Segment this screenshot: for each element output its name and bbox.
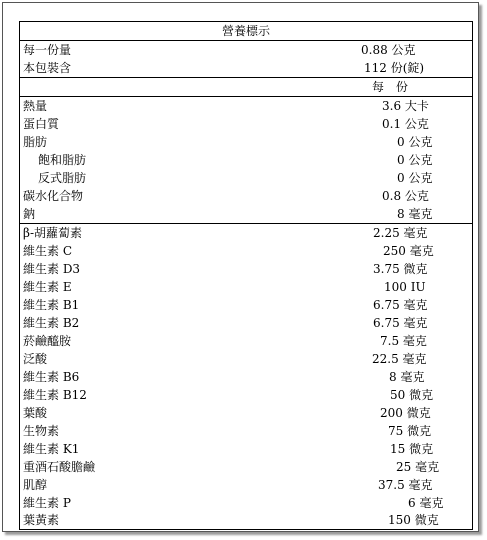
row-name: 維生素 K1 [23, 442, 80, 456]
other-row [20, 512, 472, 529]
nutrient-row [20, 115, 472, 133]
other-row [20, 242, 472, 260]
row-name: 泛酸 [23, 352, 48, 366]
row-name: β-胡蘿蔔素 [23, 226, 82, 240]
row-value: 75 微克 [388, 424, 432, 438]
row-value: 3.6 大卡 [382, 99, 429, 113]
row-value: 200 微克 [380, 406, 431, 420]
nutrition-facts-table [19, 21, 473, 530]
row-value: 100 IU [384, 280, 426, 294]
row-name: 碳水化合物 [23, 189, 84, 203]
row-value: 22.5 毫克 [372, 352, 427, 366]
row-name: 肌醇 [23, 478, 48, 492]
row-name: 維生素 B12 [23, 388, 87, 402]
row-name: 維生素 E [23, 280, 72, 294]
row-value: 6.75 毫克 [373, 316, 428, 330]
nutrient-row [20, 205, 472, 224]
row-value: 15 微克 [390, 442, 434, 456]
other-row [20, 404, 472, 422]
image-frame [2, 2, 479, 532]
other-row [20, 368, 472, 386]
row-value: 112 份(錠) [364, 61, 425, 75]
row-name: 維生素 C [23, 244, 72, 258]
row-value: 0.8 公克 [382, 189, 429, 203]
row-value: 25 毫克 [396, 460, 440, 474]
nutrient-row [20, 97, 472, 115]
row-name: 維生素 B6 [23, 370, 80, 384]
serving-row [20, 59, 472, 78]
row-name: 菸鹼醯胺 [23, 334, 72, 348]
row-value: 50 微克 [390, 388, 434, 402]
row-name: 鈉 [23, 207, 36, 221]
row-name: 飽和脂肪 [38, 153, 87, 167]
row-value: 150 微克 [388, 513, 439, 527]
row-value: 37.5 毫克 [378, 478, 433, 492]
other-row [20, 332, 472, 350]
other-row [20, 440, 472, 458]
nutrient-row [20, 187, 472, 205]
other-row [20, 476, 472, 494]
row-value: 250 毫克 [383, 244, 434, 258]
row-value: 2.25 毫克 [373, 226, 428, 240]
row-value: 0.1 公克 [382, 117, 429, 131]
row-name: 維生素 P [23, 496, 71, 510]
row-name: 生物素 [23, 424, 60, 438]
per-serving-header: 每 份 [372, 80, 412, 94]
other-row [20, 314, 472, 332]
other-row [20, 458, 472, 476]
table-title: 營養標示 [20, 22, 472, 41]
row-value: 3.75 微克 [373, 262, 428, 276]
serving-row [20, 41, 472, 59]
row-name: 重酒石酸膽鹼 [23, 460, 96, 474]
other-row [20, 278, 472, 296]
row-name: 每一份量 [23, 43, 72, 57]
row-value: 0 公克 [397, 171, 433, 185]
other-row [20, 422, 472, 440]
nutrient-row [20, 169, 472, 187]
row-value: 6 毫克 [408, 496, 444, 510]
row-value: 7.5 毫克 [380, 334, 427, 348]
other-row [20, 386, 472, 404]
row-value: 6.75 毫克 [373, 298, 428, 312]
row-name: 葉酸 [23, 406, 48, 420]
row-value: 8 毫克 [389, 370, 425, 384]
row-name: 反式脂肪 [38, 171, 87, 185]
row-name: 維生素 B2 [23, 316, 80, 330]
row-name: 本包裝含 [23, 61, 72, 75]
row-value: 0.88 公克 [361, 43, 416, 57]
row-name: 熱量 [23, 99, 48, 113]
row-value: 0 公克 [397, 135, 433, 149]
row-name: 脂肪 [23, 135, 48, 149]
other-row [20, 350, 472, 368]
other-row [20, 260, 472, 278]
other-row [20, 494, 472, 512]
other-row [20, 224, 472, 242]
row-value: 8 毫克 [397, 207, 433, 221]
row-name: 葉黃素 [23, 513, 60, 527]
nutrient-row [20, 151, 472, 169]
row-value: 0 公克 [397, 153, 433, 167]
row-name: 維生素 B1 [23, 298, 80, 312]
other-row [20, 296, 472, 314]
row-name: 維生素 D3 [23, 262, 81, 276]
nutrient-row [20, 133, 472, 151]
per-serving-header-row [20, 78, 472, 97]
row-name: 蛋白質 [23, 117, 60, 131]
